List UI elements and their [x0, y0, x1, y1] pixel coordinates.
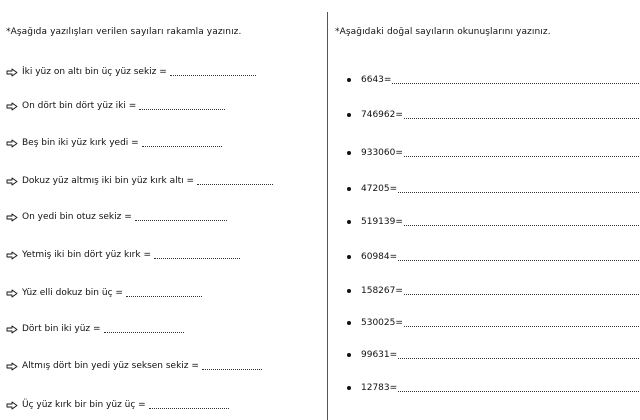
answer-dots [149, 400, 229, 409]
number-item [347, 316, 639, 330]
answer-line [398, 252, 639, 261]
left-column [6, 0, 324, 420]
question-item [6, 65, 256, 79]
question-text: On yedi bin otuz sekiz = [22, 212, 132, 222]
answer-line [398, 350, 639, 359]
number-text: 933060= [361, 148, 403, 158]
question-text: Üç yüz kırk bir bin yüz üç = [22, 400, 146, 410]
answer-line [404, 217, 639, 226]
answer-dots [104, 324, 184, 333]
answer-line [398, 383, 639, 392]
answer-line [392, 75, 639, 84]
question-item [6, 322, 184, 336]
number-item [347, 348, 639, 362]
arrow-right-icon [6, 102, 18, 111]
column-divider [327, 12, 328, 420]
arrow-right-icon [6, 177, 18, 186]
number-text: 6643= [361, 75, 392, 85]
answer-dots [126, 288, 202, 297]
arrow-right-icon [6, 289, 18, 298]
number-item [347, 73, 639, 87]
number-item [347, 284, 639, 298]
bullet-icon [347, 386, 351, 390]
left-instruction: *Aşağıda yazılışları verilen sayıları rakamla yazınız. [6, 27, 242, 37]
question-text: Yetmiş iki bin dört yüz kırk = [22, 250, 151, 260]
answer-line [404, 318, 639, 327]
question-item [6, 174, 273, 188]
bullet-icon [347, 78, 351, 82]
answer-line [398, 184, 639, 193]
number-text: 47205= [361, 184, 398, 194]
number-text: 530025= [361, 318, 403, 328]
number-text: 12783= [361, 383, 398, 393]
question-text: Dokuz yüz altmış iki bin yüz kırk altı = [22, 176, 195, 186]
bullet-icon [347, 187, 351, 191]
answer-dots [197, 176, 273, 185]
right-instruction: *Aşağıdaki doğal sayıların okunuşlarını yazınız. [335, 27, 551, 37]
bullet-icon [347, 353, 351, 357]
bullet-icon [347, 151, 351, 155]
arrow-right-icon [6, 68, 18, 77]
question-item [6, 359, 262, 373]
number-item [347, 182, 639, 196]
question-text: Yüz elli dokuz bin üç = [22, 288, 123, 298]
question-item [6, 398, 229, 412]
answer-line [404, 286, 639, 295]
number-item [347, 146, 639, 160]
arrow-right-icon [6, 401, 18, 410]
arrow-right-icon [6, 213, 18, 222]
question-text: On dört bin dört yüz iki = [22, 101, 137, 111]
number-item [347, 381, 639, 395]
answer-line [404, 110, 639, 119]
answer-dots [142, 138, 222, 147]
bullet-icon [347, 321, 351, 325]
bullet-icon [347, 220, 351, 224]
answer-dots [170, 67, 256, 76]
question-item [6, 248, 240, 262]
question-item [6, 99, 225, 113]
question-item [6, 210, 227, 224]
number-text: 746962= [361, 110, 403, 120]
question-item [6, 136, 222, 150]
bullet-icon [347, 255, 351, 259]
arrow-right-icon [6, 325, 18, 334]
question-text: Dört bin iki yüz = [22, 324, 101, 334]
arrow-right-icon [6, 362, 18, 371]
answer-dots [154, 250, 240, 259]
arrow-right-icon [6, 139, 18, 148]
question-text: Altmış dört bin yedi yüz seksen sekiz = [22, 361, 199, 371]
question-item [6, 286, 202, 300]
number-text: 60984= [361, 252, 398, 262]
number-item [347, 108, 639, 122]
right-column [335, 0, 640, 420]
number-item [347, 215, 639, 229]
number-text: 99631= [361, 350, 398, 360]
answer-dots [139, 101, 225, 110]
number-text: 519139= [361, 217, 403, 227]
question-text: Beş bin iki yüz kırk yedi = [22, 138, 139, 148]
bullet-icon [347, 113, 351, 117]
arrow-right-icon [6, 251, 18, 260]
answer-line [404, 148, 639, 157]
number-item [347, 250, 639, 264]
number-text: 158267= [361, 286, 403, 296]
bullet-icon [347, 289, 351, 293]
answer-dots [135, 212, 227, 221]
answer-dots [202, 361, 262, 370]
question-text: İki yüz on altı bin üç yüz sekiz = [22, 67, 167, 77]
